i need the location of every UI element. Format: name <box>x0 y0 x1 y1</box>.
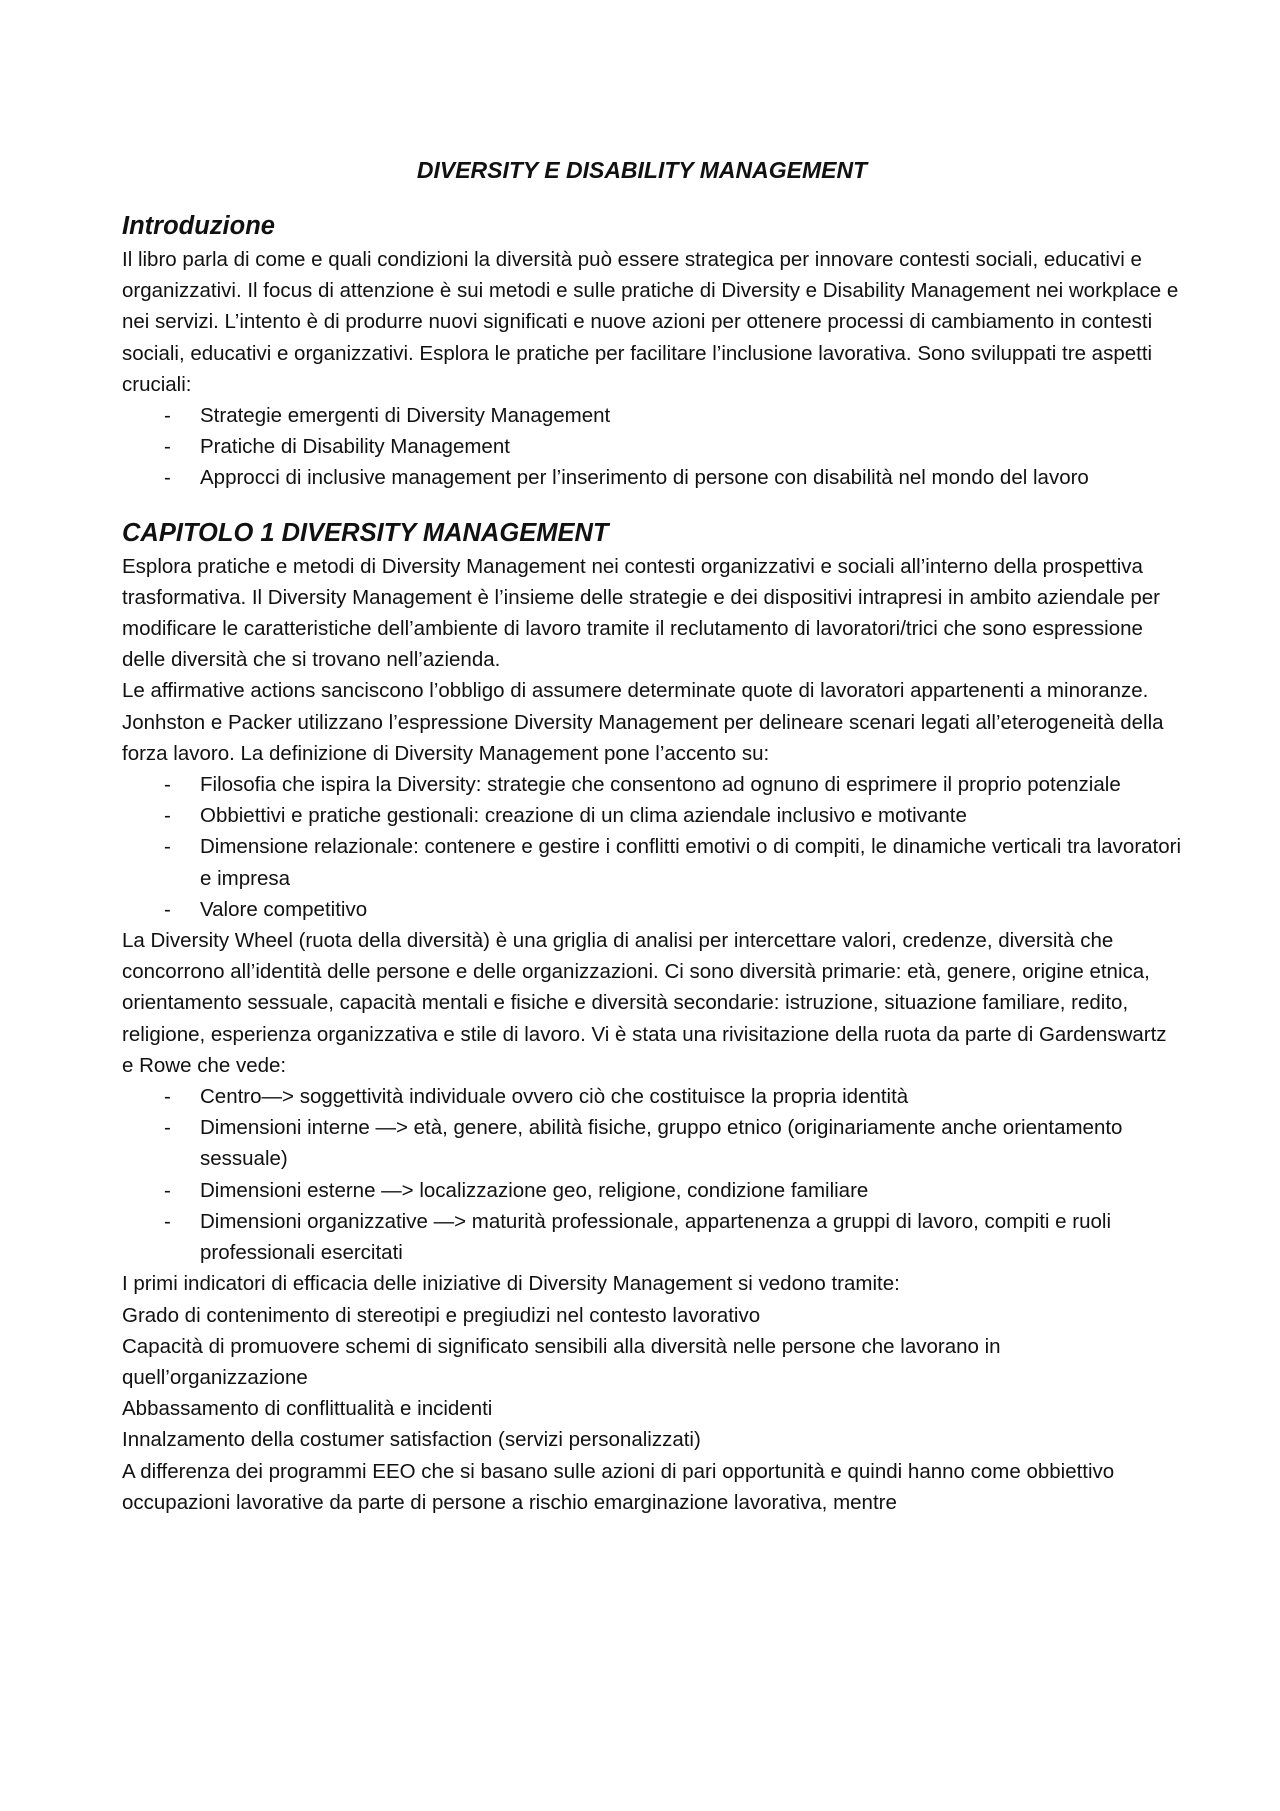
chapter1-paragraph-3: La Diversity Wheel (ruota della diversità) è una griglia di analisi per intercettare valori, credenze, diversità che concorrono all’identità delle persone e delle organizzazioni. Ci sono diversità primarie: età, genere, origine etnica, orientamento sessuale, capacità mentali e fisiche e diversità secondarie: istruzione, situazione familiare, redito, religione, esperienza organizzativa e stile di lavoro. Vi è stata una rivisitazione della ruota da parte di Gardenswartz e Rowe che vede: <box>122 929 1167 1077</box>
list-item: - Valore competitivo <box>122 894 1182 925</box>
chapter1-indicators-intro: I primi indicatori di efficacia delle iniziative di Diversity Management si vedono tramite: <box>122 1272 900 1296</box>
intro-heading: Introduzione <box>122 212 275 240</box>
chapter1-indicator: Capacità di promuovere schemi di significato sensibili alla diversità nelle persone che lavorano in quell’organizzazione <box>122 1334 1001 1389</box>
chapter1-wheel-list <box>122 1081 1182 1268</box>
chapter1-indicator: Innalzamento della costumer satisfaction (servizi personalizzati) <box>122 1428 701 1452</box>
list-item: - Dimensioni organizzative —> maturità professionale, appartenenza a gruppi di lavoro, compiti e ruoli professionali esercitati <box>122 1206 1182 1268</box>
document-title: DIVERSITY E DISABILITY MANAGEMENT <box>416 157 868 183</box>
intro-paragraph: Il libro parla di come e quali condizioni la diversità può essere strategica per innovare contesti sociali, educativi e organizzativi. Il focus di attenzione è sui metodi e sulle pratiche di Diversity e Disability Management nei workplace e nei servizi. L’intento è di produrre nuovi significati e nuove azioni per ottenere processi di cambiamento in contesti sociali, educativi e organizzativi. Esplora le pratiche per facilitare l’inclusione lavorativa. Sono sviluppati tre aspetti cruciali: <box>122 248 1179 396</box>
list-item: - Filosofia che ispira la Diversity: strategie che consentono ad ognuno di esprimere il proprio potenziale <box>122 769 1182 800</box>
list-item: - Dimensioni esterne —> localizzazione geo, religione, condizione familiare <box>122 1175 1182 1206</box>
list-item: - Obbiettivi e pratiche gestionali: creazione di un clima aziendale inclusivo e motivante <box>122 800 1182 831</box>
list-item: - Dimensioni interne —> età, genere, abilità fisiche, gruppo etnico (originariamente anche orientamento sessuale) <box>122 1112 1182 1174</box>
chapter1-paragraph-1: Esplora pratiche e metodi di Diversity Management nei contesti organizzativi e sociali all’interno della prospettiva trasformativa. Il Diversity Management è l’insieme delle strategie e dei dispositivi intrapresi in ambito aziendale per modificare le caratteristiche dell’ambiente di lavoro tramite il reclutamento di lavoratori/trici che sono espressione delle diversità che si trovano nell’azienda. <box>122 554 1161 672</box>
chapter1-indicator: Abbassamento di conflittualità e incidenti <box>122 1397 493 1421</box>
document-page <box>122 150 1182 1518</box>
chapter1-emphasis-list <box>122 769 1182 925</box>
list-item: - Strategie emergenti di Diversity Management <box>122 400 1182 431</box>
list-item: - Dimensione relazionale: contenere e gestire i conflitti emotivi o di compiti, le dinamiche verticali tra lavoratori e impresa <box>122 831 1182 893</box>
chapter1-paragraph-4: A differenza dei programmi EEO che si basano sulle azioni di pari opportunità e quindi hanno come obbiettivo occupazioni lavorative da parte di persone a rischio emarginazione lavorativa, mentre <box>122 1459 1115 1514</box>
intro-list <box>122 400 1182 494</box>
chapter1-indicator: Grado di contenimento di stereotipi e pregiudizi nel contesto lavorativo <box>122 1303 761 1327</box>
chapter1-heading: CAPITOLO 1 DIVERSITY MANAGEMENT <box>122 518 609 547</box>
list-item: - Centro—> soggettività individuale ovvero ciò che costituisce la propria identità <box>122 1081 1182 1112</box>
list-item: - Pratiche di Disability Management <box>122 431 1182 462</box>
chapter1-paragraph-2: Le affirmative actions sanciscono l’obbligo di assumere determinate quote di lavoratori appartenenti a minoranze. Jonhston e Packer utilizzano l’espressione Diversity Management per delineare scenari legati all’eterogeneità della forza lavoro. La definizione di Diversity Management pone l’accento su: <box>122 679 1164 765</box>
list-item: - Approcci di inclusive management per l’inserimento di persone con disabilità nel mondo del lavoro <box>122 462 1182 493</box>
